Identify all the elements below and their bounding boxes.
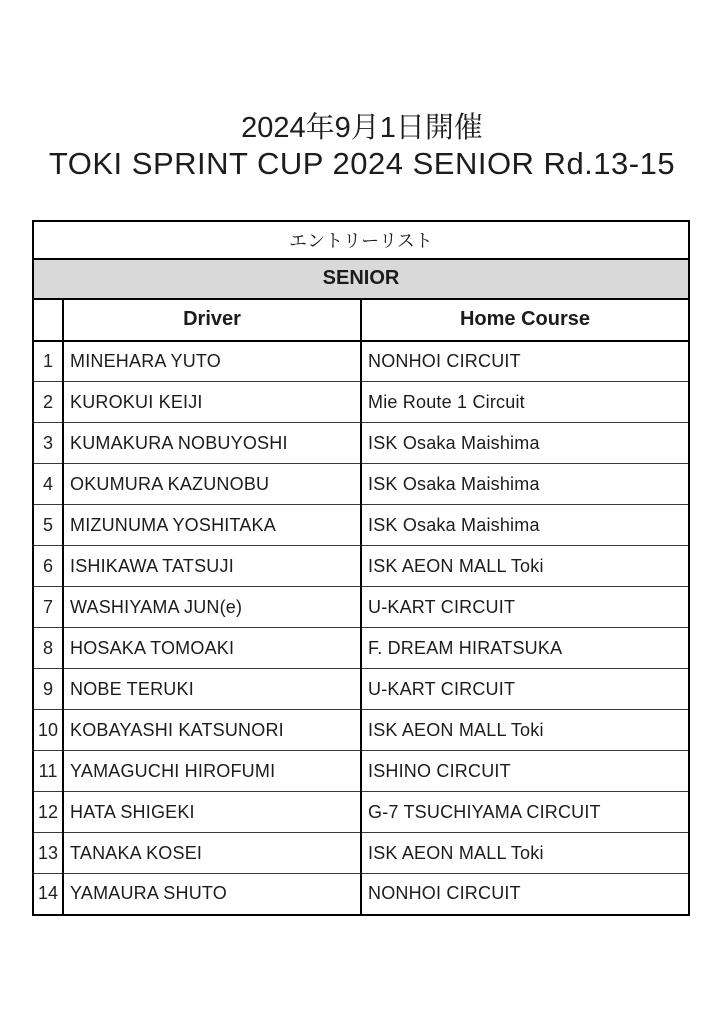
driver-name: MIZUNUMA YOSHITAKA [63,505,361,546]
table-row [33,423,689,464]
table-row [33,669,689,710]
driver-name: ISHIKAWA TATSUJI [63,546,361,587]
driver-name: HOSAKA TOMOAKI [63,628,361,669]
table-row [33,874,689,915]
entry-number: 14 [37,883,59,904]
table-row [33,382,689,423]
entry-number: 13 [33,833,63,874]
table-row [33,710,689,751]
home-course: F. DREAM HIRATSUKA [361,628,689,669]
table-row [33,587,689,628]
class-row [33,259,689,299]
home-course: NONHOI CIRCUIT [361,341,689,382]
entry-number: 9 [33,669,63,710]
entry-number: 2 [33,382,63,423]
home-course: ISK AEON MALL Toki [361,710,689,751]
home-course: ISK Osaka Maishima [361,505,689,546]
home-course: ISK Osaka Maishima [361,464,689,505]
table-title-row [33,221,689,259]
driver-name: YAMAGUCHI HIROFUMI [63,751,361,792]
table-row [33,792,689,833]
entry-number: 7 [33,587,63,628]
event-date-title: 2024年9月1日開催 [241,112,483,144]
home-course: ISK AEON MALL Toki [361,833,689,874]
entry-number: 1 [33,341,63,382]
driver-name: YAMAURA SHUTO [63,874,361,915]
driver-name: WASHIYAMA JUN(e) [63,587,361,628]
entry-number: 3 [33,423,63,464]
column-header-driver: Driver [63,299,361,341]
home-course: Mie Route 1 Circuit [361,382,689,423]
driver-name: KUMAKURA NOBUYOSHI [63,423,361,464]
home-course: ISK Osaka Maishima [361,423,689,464]
table-row [33,751,689,792]
driver-name: MINEHARA YUTO [63,341,361,382]
driver-name: OKUMURA KAZUNOBU [63,464,361,505]
entry-list-title: エントリーリスト [33,221,689,259]
home-course: U-KART CIRCUIT [361,587,689,628]
entry-number: 4 [33,464,63,505]
entry-list-table [32,220,690,916]
column-header-home-course: Home Course [361,299,689,341]
table-row [33,628,689,669]
table-row [33,341,689,382]
entry-number: 12 [33,792,63,833]
home-course: NONHOI CIRCUIT [361,874,689,915]
driver-name: HATA SHIGEKI [63,792,361,833]
entry-number: 5 [33,505,63,546]
entry-number: 6 [33,546,63,587]
table-row [33,505,689,546]
column-header-no [33,299,63,341]
home-course: ISHINO CIRCUIT [361,751,689,792]
column-header-row [33,299,689,341]
driver-name: NOBE TERUKI [63,669,361,710]
class-title: SENIOR [33,259,689,299]
home-course: U-KART CIRCUIT [361,669,689,710]
table-row [33,546,689,587]
driver-name: KOBAYASHI KATSUNORI [63,710,361,751]
entry-number: 10 [33,710,63,751]
table-row [33,833,689,874]
entry-number: 8 [33,628,63,669]
table-row [33,464,689,505]
entry-number: 11 [33,751,63,792]
document-header [0,0,724,182]
home-course: ISK AEON MALL Toki [361,546,689,587]
driver-name: TANAKA KOSEI [63,833,361,874]
event-name-title: TOKI SPRINT CUP 2024 SENIOR Rd.13-15 [48,145,676,181]
driver-name: KUROKUI KEIJI [63,382,361,423]
home-course: G-7 TSUCHIYAMA CIRCUIT [361,792,689,833]
